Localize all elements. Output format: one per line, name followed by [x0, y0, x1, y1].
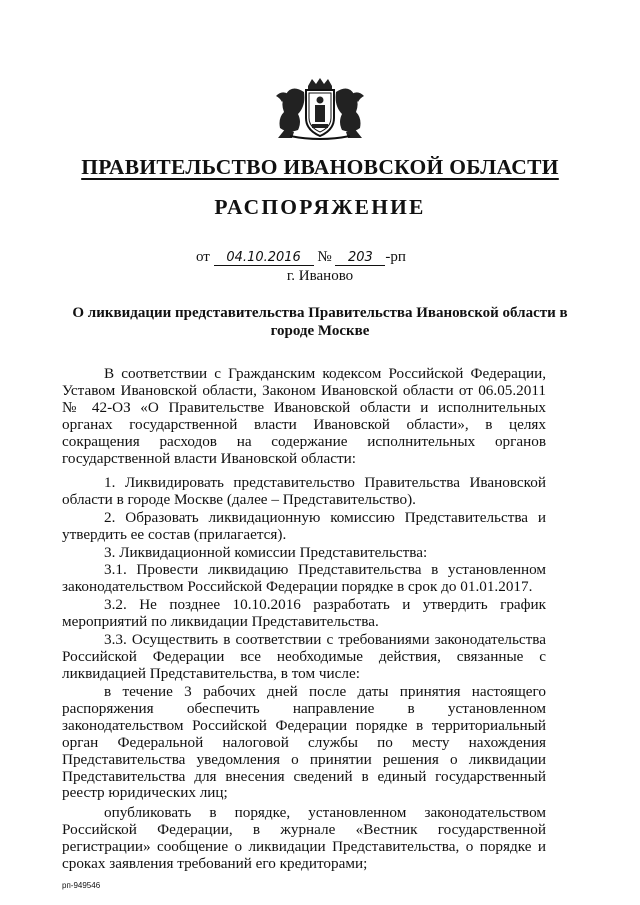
coat-of-arms-icon [268, 78, 372, 140]
document-date: 04.10.2016 [214, 250, 314, 266]
government-name: ПРАВИТЕЛЬСТВО ИВАНОВСКОЙ ОБЛАСТИ [81, 155, 559, 179]
city: г. Иваново [286, 268, 354, 284]
clause-1: 1. Ликвидировать представительство Правительства Ивановской области в городе Москве (далее – Представительство). [62, 474, 546, 508]
number-label: № [317, 249, 332, 265]
date-number-line [196, 249, 406, 266]
clause-3-3: 3.3. Осуществить в соответствии с требованиями законодательства Российской Федерации все необходимые действия, связанные с ликвидацией Представительства, в том числе: [62, 631, 546, 682]
document-type: РАСПОРЯЖЕНИЕ [214, 195, 426, 219]
document-reference: рп-949546 [62, 881, 101, 890]
document-number: 203 [335, 250, 385, 266]
clause-3: 3. Ликвидационной комиссии Представительства: [104, 544, 428, 561]
document-subject: О ликвидации представительства Правительства Ивановской области в городе Москве [72, 305, 568, 339]
clause-3-1: 3.1. Провести ликвидацию Представительства в установленном законодательством Российской Федерации порядке в срок до 01.01.2017. [62, 561, 546, 595]
clause-3-2: 3.2. Не позднее 10.10.2016 разработать и утвердить график мероприятий по ликвидации Представительства. [62, 596, 546, 630]
clause-3-3-item-2: опубликовать в порядке, установленном законодательством Российской Федерации, в журнале «Вестник государственной регистрации» сообщение о ликвидации Представительства, о порядке и сроках заявления требований его кредиторами; [62, 804, 546, 872]
clause-3-3-item-1: в течение 3 рабочих дней после даты принятия настоящего распоряжения обеспечить направление в установленном законодательством Российской Федерации порядке в территориальный орган Федеральной налоговой службы по месту нахождения Представительства уведомления о принятии решения о ликвидации Представительства для внесения сведений в единый государственный реестр юридических лиц; [62, 683, 546, 802]
date-prefix: от [196, 249, 210, 265]
preamble-paragraph: В соответствии с Гражданским кодексом Российской Федерации, Уставом Ивановской области, Законом Ивановской области от 06.05.2011 № 42-ОЗ «О Правительстве Ивановской области и исполнительных органах государственной власти Ивановской области», в целях сокращения расходов на содержание исполнительных органов государственной власти Ивановской области: [62, 365, 546, 467]
clause-2: 2. Образовать ликвидационную комиссию Представительства и утвердить ее состав (прилагается). [62, 509, 546, 543]
number-suffix: -рп [385, 249, 406, 265]
